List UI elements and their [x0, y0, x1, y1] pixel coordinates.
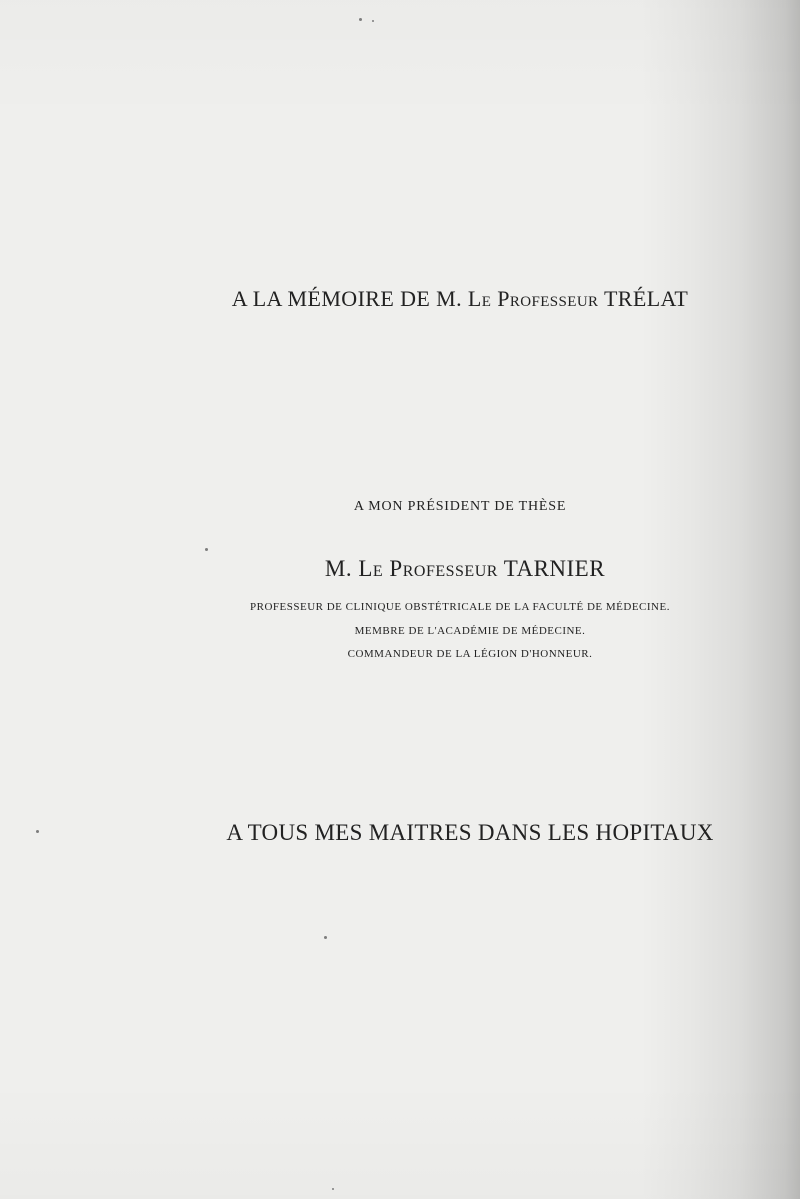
- paper-speck: [36, 830, 39, 833]
- credential-line: PROFESSEUR DE CLINIQUE OBSTÉTRICALE DE LA FACULTÉ DE MÉDECINE.: [250, 601, 670, 613]
- paper-speck: [205, 548, 208, 551]
- paper-speck: [324, 936, 327, 939]
- paper-speck: [359, 18, 362, 21]
- president-name: M. Le Professeur TARNIER: [324, 556, 606, 581]
- paper-speck: [372, 20, 374, 22]
- dedication-trelat: A LA MÉMOIRE DE M. Le Professeur TRÉLAT: [231, 286, 689, 311]
- president-heading: A MON PRÉSIDENT DE THÈSE: [353, 499, 567, 514]
- credential-line: MEMBRE DE L'ACADÉMIE DE MÉDECINE.: [354, 625, 586, 637]
- credential-line: COMMANDEUR DE LA LÉGION D'HONNEUR.: [347, 648, 593, 660]
- dedication-masters: A TOUS MES MAITRES DANS LES HOPITAUX: [226, 820, 714, 845]
- paper-speck: [332, 1188, 334, 1190]
